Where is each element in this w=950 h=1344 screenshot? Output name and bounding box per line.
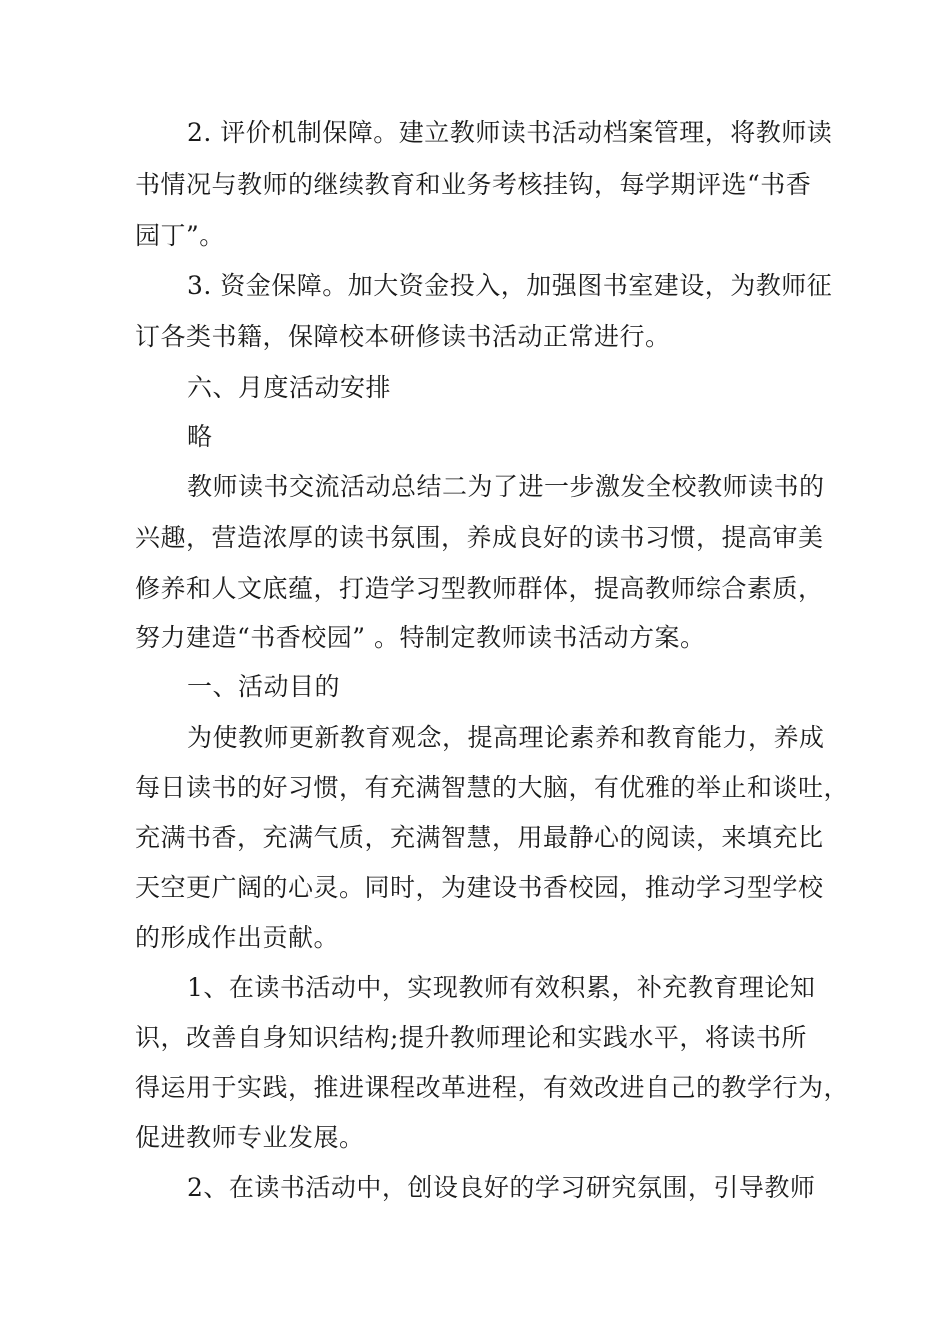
text-line: 的形成作出贡献。	[135, 923, 340, 952]
text-line: 为使教师更新教育观念，提高理论素养和教育能力，养成	[187, 723, 825, 752]
text-line: 略	[187, 422, 213, 451]
text-line: 识，改善自身知识结构;提升教师理论和实践水平，将读书所	[135, 1023, 807, 1052]
text-line: 努力建造“书香校园” 。特制定教师读书活动方案。	[135, 623, 706, 652]
section-heading: 一、活动目的	[187, 672, 341, 701]
text-line: 书情况与教师的继续教育和业务考核挂钩，每学期评选“书香	[135, 170, 812, 199]
text-line: 园丁”。	[135, 221, 225, 250]
text-line: 订各类书籍，保障校本研修读书活动正常进行。	[135, 322, 671, 351]
text-line: 2. 评价机制保障。建立教师读书活动档案管理，将教师读	[187, 118, 833, 147]
text-line: 得运用于实践，推进课程改革进程，有效改进自己的教学行为，	[135, 1073, 850, 1102]
text-line: 3. 资金保障。加大资金投入，加强图书室建设，为教师征	[187, 271, 833, 300]
text-line: 兴趣，营造浓厚的读书氛围，养成良好的读书习惯，提高审美	[135, 523, 824, 552]
text-line: 充满书香，充满气质，充满智慧，用最静心的阅读，来填充比	[135, 823, 824, 852]
text-line: 天空更广阔的心灵。同时，为建设书香校园，推动学习型学校	[135, 873, 824, 902]
text-line: 修养和人文底蕴，打造学习型教师群体，提高教师综合素质，	[135, 574, 824, 603]
section-heading: 六、月度活动安排	[187, 373, 392, 402]
text-line: 促进教师专业发展。	[135, 1123, 365, 1152]
text-line: 2、在读书活动中，创设良好的学习研究氛围，引导教师	[187, 1173, 816, 1202]
text-line: 1、在读书活动中，实现教师有效积累，补充教育理论知	[187, 973, 816, 1002]
text-line: 教师读书交流活动总结二为了进一步激发全校教师读书的	[187, 472, 825, 501]
text-line: 每日读书的好习惯，有充满智慧的大脑，有优雅的举止和谈吐，	[135, 773, 850, 802]
